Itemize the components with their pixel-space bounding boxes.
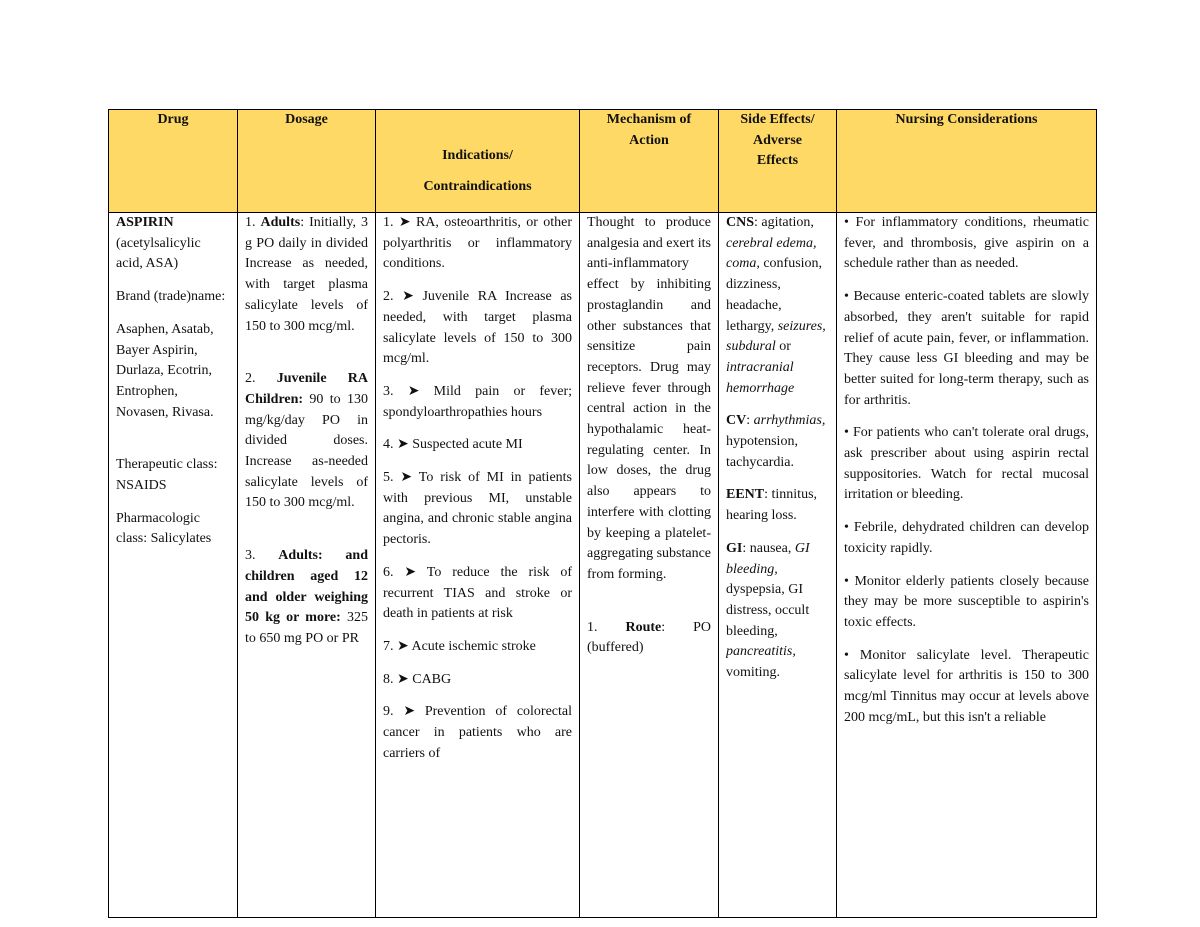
nursing-item: • Monitor elderly patients closely because they may be more susceptible to aspirin's toxic effects. xyxy=(844,573,1089,630)
indications-cell xyxy=(376,213,580,918)
nursing-item: • For patients who can't tolerate oral drugs, ask prescriber about using aspirin rectal suppositories. Watch for rectal mucosal irritation or bleeding. xyxy=(844,425,1089,503)
nursing-item: • Because enteric-coated tablets are slowly absorbed, they aren't suitable for rapid relief of acute pain, fever, or inflammation. They cause less GI bleeding and may be better suited for long-term therapy, such as for arthritis. xyxy=(844,289,1089,408)
dosage-item-2: 2. Juvenile RA Children: 90 to 130 mg/kg/day PO in divided doses. Increase as-needed salicylate levels of 150 to 300 mcg/ml. xyxy=(245,371,368,511)
indication-item: 9. ➤ Prevention of colorectal cancer in patients who are carriers of xyxy=(383,704,572,761)
header-row xyxy=(109,110,1097,213)
nursing-item: • For inflammatory conditions, rheumatic fever, and thrombosis, give aspirin on a schedule rather than as needed. xyxy=(844,215,1089,272)
indication-item: 7. ➤ Acute ischemic stroke xyxy=(383,638,536,654)
nursing-item: • Monitor salicylate level. Therapeutic salicylate level for arthritis is 150 to 300 mcg/ml Tinnitus may occur at levels above 200 mcg/mL, but this isn't a reliable xyxy=(844,647,1089,725)
indication-item: 5. ➤ To risk of MI in patients with previous MI, unstable angina, and chronic stable angina pectoris. xyxy=(383,470,572,548)
indication-item: 6. ➤ To reduce the risk of recurrent TIAS and stroke or death in patients at risk xyxy=(383,564,572,622)
dosage-cell xyxy=(238,213,376,918)
indication-item: 2. ➤ Juvenile RA Increase as needed, with target plasma salicylate levels of 150 to 300 mcg/ml. xyxy=(383,289,572,367)
drug-name: ASPIRIN xyxy=(116,215,174,230)
mechanism-cell xyxy=(580,213,719,918)
mechanism-text: Thought to produce analgesia and exert its anti-inflammatory effect by inhibiting prostaglandin and other substances that sensitize pain receptors. Drug may relieve fever through central action in the hypothalamic heat-regulating center. In low doses, the drug also appears to interfere with clotting by keeping a platelet-aggregating substance from forming. xyxy=(587,215,711,582)
drug-cell xyxy=(109,213,238,918)
header-nursing: Nursing Considerations xyxy=(837,110,1097,213)
indication-item: 4. ➤ Suspected acute MI xyxy=(383,437,523,453)
indication-item: 3. ➤ Mild pain or fever; spondyloarthropathies hours xyxy=(383,383,572,420)
drug-generic: (acetylsalicylic acid, ASA) xyxy=(116,235,201,272)
dosage-item-1: 1. Adults: Initially, 3 g PO daily in divided Increase as needed, with target plasma salicylate levels of 150 to 300 mcg/ml. xyxy=(245,215,368,334)
pharmacologic-class: Pharmacologic class: Salicylates xyxy=(116,510,212,547)
eent-effects: EENT: tinnitus, hearing loss. xyxy=(726,487,818,524)
gi-effects: GI: nausea, GI bleeding, dyspepsia, GI distress, occult bleeding, pancreatitis, vomiting. xyxy=(726,540,810,681)
brand-list: Asaphen, Asatab, Bayer Aspirin, Durlaza, Ecotrin, Entrophen, Novasen, Rivasa. xyxy=(116,321,214,420)
nursing-cell xyxy=(837,213,1097,918)
header-side-effects: Side Effects/ Adverse Effects xyxy=(719,110,837,213)
header-dosage: Dosage xyxy=(238,110,376,213)
header-indications: Indications/ Contraindications xyxy=(376,110,580,213)
table-row xyxy=(109,213,1097,918)
cns-effects: CNS: agitation, cerebral edema, coma, confusion, dizziness, headache, lethargy, seizures, subdural or intracranial hemorrhage xyxy=(726,215,826,396)
header-mechanism: Mechanism of Action xyxy=(580,110,719,213)
brand-label: Brand (trade)name: xyxy=(116,289,226,305)
indication-item: 8. ➤ CABG xyxy=(383,671,452,687)
indication-item: 1. ➤ RA, osteoarthritis, or other polyarthritis or inflammatory conditions. xyxy=(383,215,572,272)
therapeutic-class: Therapeutic class: NSAIDS xyxy=(116,457,218,494)
route-item: 1. Route: PO (buffered) xyxy=(587,619,711,656)
side-effects-cell xyxy=(719,213,837,918)
cv-effects: CV: arrhythmias, hypotension, tachycardia. xyxy=(726,413,826,470)
dosage-item-3: 3. Adults: and children aged 12 and older weighing 50 kg or more: 325 to 650 mg PO or PR xyxy=(245,548,368,646)
nursing-item: • Febrile, dehydrated children can develop toxicity rapidly. xyxy=(844,520,1089,556)
drug-card-table xyxy=(108,109,1097,918)
header-drug: Drug xyxy=(109,110,238,213)
